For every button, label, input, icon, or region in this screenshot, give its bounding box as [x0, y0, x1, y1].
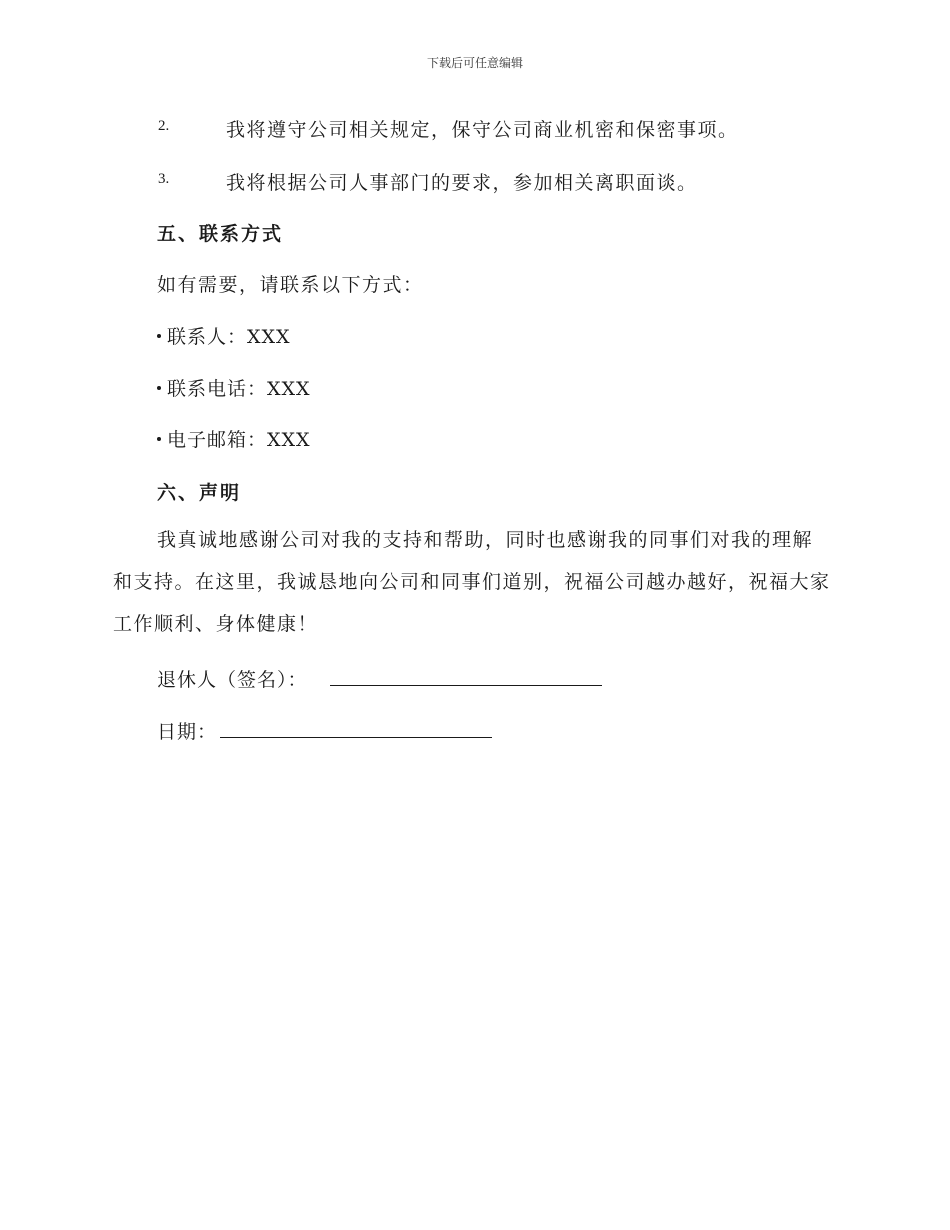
bullet-icon [157, 334, 161, 338]
list-item [157, 374, 311, 401]
signer-label: 退休人（签名）： [157, 669, 308, 691]
list-item [157, 425, 311, 452]
item-text: 我将根据公司人事部门的要求，参加相关离职面谈。 [226, 172, 698, 194]
item-number: 2. [158, 118, 170, 134]
signature-line[interactable] [330, 685, 602, 686]
item-text: 我将遵守公司相关规定，保守公司商业机密和保密事项。 [226, 119, 739, 141]
section-heading-statement: 六、声明 [157, 482, 242, 504]
date-label: 日期： [157, 721, 218, 743]
page-header: 下载后可任意编辑 [426, 56, 523, 70]
statement-paragraph: 我真诚地感谢公司对我的支持和帮助，同时也感谢我的同事们对我的理解和支持。在这里，我诚恳地向公司和同事们道别，祝福公司越办越好，祝福大家工作顺利、身体健康！ [113, 529, 831, 635]
bullet-icon [157, 386, 161, 390]
date-line[interactable] [220, 737, 492, 738]
item-number: 3. [158, 171, 170, 187]
section-heading-contact: 五、联系方式 [157, 223, 284, 245]
contact-person: 联系人：XXX [167, 326, 291, 348]
contact-intro: 如有需要，请联系以下方式： [157, 274, 424, 296]
contact-email: 电子邮箱：XXX [167, 429, 311, 451]
bullet-icon [157, 437, 161, 441]
list-item [157, 322, 291, 349]
contact-phone: 联系电话：XXX [167, 378, 311, 400]
